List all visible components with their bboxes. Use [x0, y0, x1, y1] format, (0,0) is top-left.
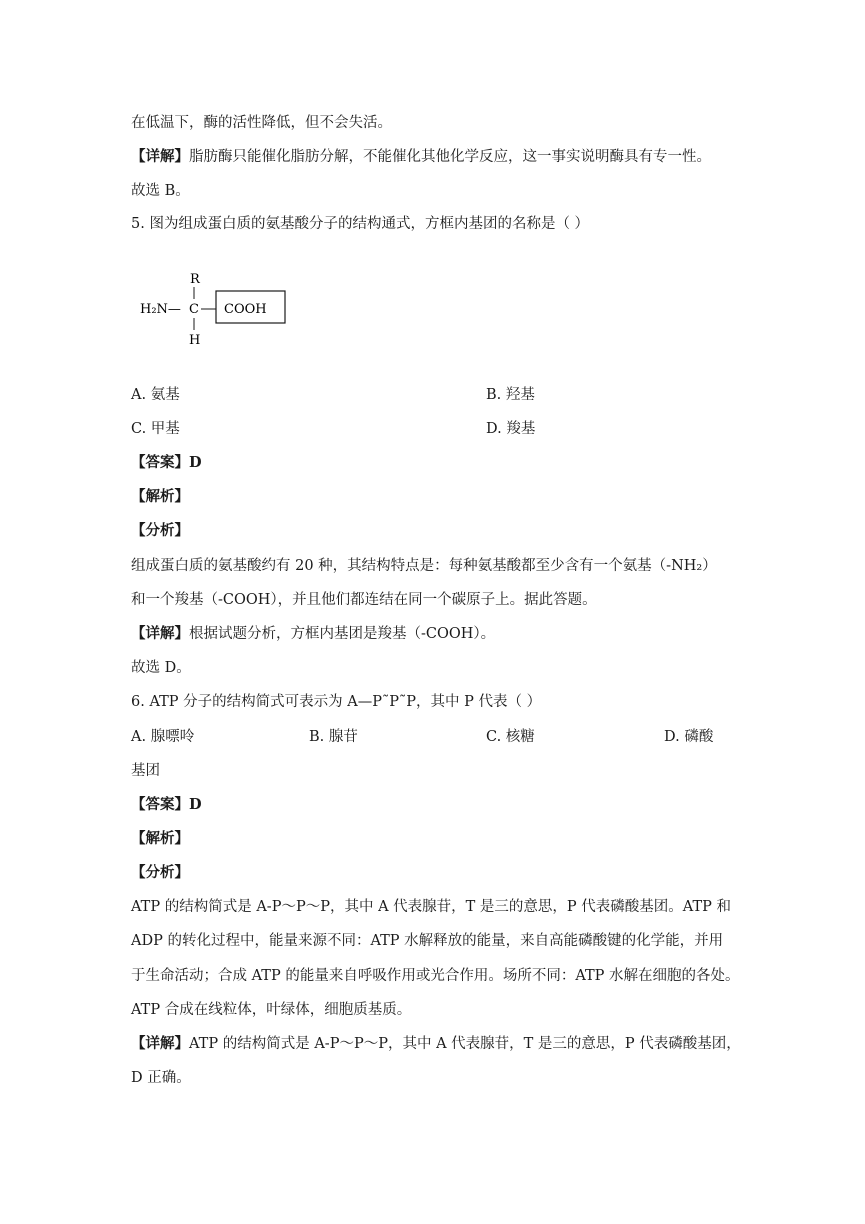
option-c: C. 核糖 [486, 729, 535, 745]
text-line: 在低温下，酶的活性降低，但不会失活。 [131, 115, 392, 131]
amino-acid-structure-diagram [140, 268, 300, 348]
analysis-head: 【解析】 [131, 830, 189, 847]
detail-tag: 【详解】 [131, 148, 189, 165]
fenxi-head: 【分析】 [131, 864, 189, 881]
question-6-stem: 6. ATP 分子的结构简式可表示为 A—P˜P˜P，其中 P 代表（ ） [131, 694, 542, 710]
detail-text: 根据试题分析，方框内基团是羧基（-COOH）。 [189, 626, 496, 642]
analysis-paragraph: ATP 的结构简式是 A-P～P～P，其中 A 代表腺苷，T 是三的意思，P 代表磷酸基团。ATP 和 [131, 899, 732, 915]
option-a: A. 氨基 [131, 387, 180, 403]
detail-line [131, 1034, 741, 1054]
detail-tag: 【详解】 [131, 1035, 189, 1052]
analysis-paragraph: 和一个羧基（-COOH），并且他们都连结在同一个碳原子上。据此答题。 [131, 592, 597, 608]
detail-line [131, 147, 711, 167]
formula-h: H [189, 333, 201, 348]
option-d: D. 磷酸 [664, 729, 714, 745]
formula-cooh: COOH [224, 302, 267, 317]
analysis-paragraph: 组成蛋白质的氨基酸约有 20 种，其结构特点是：每种氨基酸都至少含有一个氨基（-NH₂） [131, 558, 717, 574]
analysis-paragraph: 于生命活动；合成 ATP 的能量来自呼吸作用或光合作用。场所不同：ATP 水解在细胞的各处。 [131, 968, 740, 984]
formula-r: R [190, 272, 200, 287]
text-line: 故选 D。 [131, 660, 191, 676]
text-line: 故选 B。 [131, 183, 190, 199]
question-5-stem: 5. 图为组成蛋白质的氨基酸分子的结构通式，方框内基团的名称是（ ） [131, 216, 590, 232]
fenxi-head: 【分析】 [131, 522, 189, 539]
text-line: D 正确。 [131, 1070, 191, 1086]
detail-text: ATP 的结构简式是 A-P～P～P，其中 A 代表腺苷，T 是三的意思，P 代表磷酸基团， [189, 1036, 741, 1052]
answer-line: 【答案】D [131, 796, 202, 813]
formula-c: C [189, 302, 199, 317]
analysis-head: 【解析】 [131, 488, 189, 505]
option-d-continued: 基团 [131, 763, 160, 779]
option-c: C. 甲基 [131, 421, 180, 437]
answer-line: 【答案】D [131, 454, 202, 471]
option-a: A. 腺嘌呤 [131, 729, 195, 745]
analysis-paragraph: ATP 合成在线粒体，叶绿体，细胞质基质。 [131, 1002, 412, 1018]
detail-text: 脂肪酶只能催化脂肪分解，不能催化其他化学反应，这一事实说明酶具有专一性。 [189, 149, 711, 165]
detail-tag: 【详解】 [131, 625, 189, 642]
detail-line [131, 624, 495, 644]
option-b: B. 羟基 [486, 387, 535, 403]
analysis-paragraph: ADP 的转化过程中，能量来源不同：ATP 水解释放的能量，来自高能磷酸键的化学能，并用 [131, 933, 724, 949]
option-d: D. 羧基 [486, 421, 536, 437]
formula-h2n: H₂N— [140, 302, 181, 317]
option-b: B. 腺苷 [309, 729, 358, 745]
